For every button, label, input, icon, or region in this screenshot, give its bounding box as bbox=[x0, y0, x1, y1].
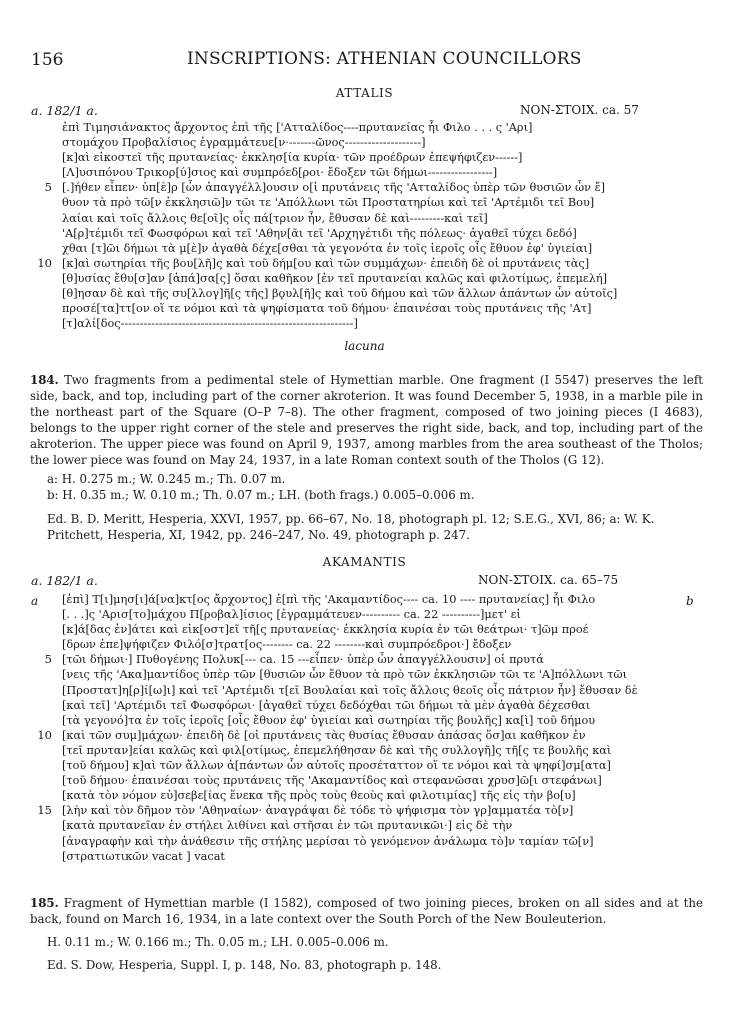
inscription-line: προσέ[τα]ττ[ον οἵ τε νόμοι καὶ τὰ ψηφίσματα τοῦ δήμου· ἐπαινέσαι τοὺς πρυτάνεις τῆς 'Ατ] bbox=[62, 302, 592, 316]
inscription-line: 10 [κ]αὶ σωτηρίαι τῆς βου[λῆ]ς καὶ τοῦ δήμ[ου καὶ τῶν συμμάχων· ἐπειδὴ δὲ οἱ πρυτάνεις τὰς] bbox=[37, 255, 590, 270]
inscription-line: [Λ]υσιπόνου Τρικορ[ύ]σιος καὶ συμπρόεδ[ροι· ἔδοξεν τῶι δήμωι-----------------] bbox=[62, 166, 498, 180]
inscription-line: 5 [τῶι δήμωι·] Πυθογένης Πολυκ[--- ca. 15 ---εἶπεν· ὑπὲρ ὧν ἀπαγγέλλουσιν] οἱ πρυτά bbox=[44, 652, 544, 667]
running-head: INSCRIPTIONS: ATHENIAN COUNCILLORS bbox=[187, 49, 582, 69]
inscription-line: [τεῖ πρυταν]είαι καλῶς καὶ φιλ[οτίμως, ἐπεμελήθησαν δὲ καὶ τῆς συλλογῆ]ς τῆ[ς τε βουλῆς καὶ bbox=[62, 743, 612, 757]
inscription-line: [στρατιωτικῶν vacat ] vacat bbox=[62, 849, 225, 863]
entry-184-description bbox=[30, 372, 703, 468]
inscription-line: [δρων ἐπε]ψήφιζεν Φιλό[σ]τρατ[ος-------- ca. 22 --------καὶ συμπρόεδροι·] ἔδοξεν bbox=[62, 638, 512, 652]
entry-185-edition: Ed. S. Dow, Hesperia, Suppl. I, p. 148, No. 83, photograph p. 148. bbox=[47, 958, 442, 972]
entry-184-measure-b: b: H. 0.35 m.; W. 0.10 m.; Th. 0.07 m.; LH. (both frags.) 0.005–0.006 m. bbox=[47, 488, 475, 502]
inscription-line: [ἀναγραφὴν καὶ τὴν ἀνάθεσιν τῆς στήλης μερίσαι τὸ γενόμενον ἀνάλωμα τὸ]ν ταμίαν τῶ[ν] bbox=[62, 834, 594, 848]
fragment-b-label: b bbox=[686, 594, 694, 608]
entry-number: 185. bbox=[30, 896, 59, 910]
akamantis-layout-note: NON-ΣΤΟΙΧ. ca. 65–75 bbox=[478, 573, 619, 587]
inscription-line: [τοῦ δήμου· ἐπαινέσαι τοὺς πρυτάνεις τῆς 'Ακαμαντίδος καὶ στεφανῶσαι χρυσ]ῶ[ι στεφάνωι] bbox=[62, 774, 602, 788]
entry-184-edition: Ed. B. D. Meritt, Hesperia, XXVI, 1957, pp. 66–67, No. 18, photograph pl. 12; S.E.G., XVI, 86; a: W. K. Pritchett, Hesperia, XI, 1942, pp. 246–247, No. 49, photograph p. 247. bbox=[47, 512, 655, 542]
inscription-line: 15 [λὴν καὶ τὸν δῆμον τὸν 'Αθηναίων· ἀναγράψαι δὲ τόδε τὸ ψήφισμα τὸν γρ]αμματέα τὸ[ν] bbox=[37, 803, 574, 818]
akamantis-inscription-text bbox=[37, 592, 662, 864]
entry-184-measure-a: a: H. 0.275 m.; W. 0.245 m.; Th. 0.07 m. bbox=[47, 472, 286, 486]
entry-185-measure: H. 0.11 m.; W. 0.166 m.; Th. 0.05 m.; LH. 0.005–0.006 m. bbox=[47, 935, 389, 949]
inscription-line: λαίαι καὶ τοῖς ἄλλοις θε[οῖ]ς οἷς πά[τριον ἦν, ἔθυσαν δὲ καὶ---------καὶ τεῖ] bbox=[62, 211, 488, 225]
attalis-inscription-text bbox=[37, 120, 662, 331]
section-heading-akamantis: AKAMANTIS bbox=[322, 555, 407, 569]
entry-number: 184. bbox=[30, 373, 59, 387]
inscription-line: [θ]υσίας ἔθυ[σ]αν [ἁπά]σα[ς] ὅσαι καθῆκον [ἐν τεῖ πρυτανείαι καλῶς καὶ φιλοτίμως, ἐπεμελή] bbox=[62, 271, 608, 285]
entry-185-description bbox=[30, 895, 703, 927]
inscription-line: [. . .]ς 'Αρισ[το]μάχου Π[ροβαλ]ίσιος [ἐγραμμάτευεν---------- ca. 22 ----------]μετ' εἰ bbox=[62, 608, 521, 622]
inscription-line: [τ]αλί[δος-------------------------------------------------------------] bbox=[62, 317, 358, 331]
inscription-line: [θ]ησαν δὲ καὶ τῆς συ[λλογ]ῆ[ς τῆς] βϙυλ[ῆ]ς καὶ τοῦ δήμου καὶ τῶν ἄλλων ἁπάντων ὧν αὐτοῖς] bbox=[62, 287, 618, 301]
attalis-layout-note: NON-ΣΤΟΙΧ. ca. 57 bbox=[520, 103, 639, 117]
inscription-line: χθαι [τ]ῶι δήμωι τὰ μ[ὲ]ν ἀγαθὰ δέχε[σθαι τὰ γεγονότα ἐν τοῖς ἱεροῖς οἷς ἔθυον ἐφ' ὑγιείαι] bbox=[62, 241, 593, 255]
inscription-line: [κατὰ πρυτανεῖαν ἐν στήλει λιθίνει καὶ στῆσαι ἐν τῶι πρυτανικῶι·] εἰς δὲ τὴν bbox=[62, 819, 513, 833]
inscription-line: [τοῦ δήμου] κ]αὶ τῶν ἄλλων ἁ[πάντων ὧν αὐτοῖς προσέταττον οἵ τε νόμοι καὶ τὰ ψηφί]σμ[ατα] bbox=[62, 759, 611, 773]
entry-description-text: Two fragments from a pedimental stele of Hymettian marble. One fragment (I 5547) preserves the left side, back, and top, including part of the corner akroterion. It was found December 5, 1938, in a marble pile in the northeast part of the Square (O–P 7–8). The other fragment, composed of two joining pieces (I 4683), belongs to the upper right corner of the stele and preserves the right side, back, and top, including part of the akroterion. The upper piece was found on April 9, 1937, among marbles from the area southeast of the Tholos; the lower piece was found on May 24, 1937, in a late Roman context south of the Tholos (G 12). bbox=[30, 373, 703, 467]
inscription-line: 10 [καὶ τῶν συμ]μάχων· ἐπειδὴ δὲ [οἱ πρυτάνεις τὰς θυσίας ἔθυσαν ἁπάσας ὅσ]αι καθῆκον ἐν bbox=[37, 727, 586, 742]
inscription-line: στομάχου Προβαλίσιος ἐγραμμάτευε[ν·-------ῶνος--------------------] bbox=[62, 136, 426, 150]
section-heading-attalis: ATTALIS bbox=[335, 86, 394, 100]
fragment-a-label: a bbox=[31, 594, 39, 608]
inscription-line: [κ]ά[δας ἐν]άτει καὶ εἰκ[οστ]εῖ τῆ[ς πρυτανείας· ἐκκλησία κυρία ἐν τῶι θεάτρωι· τ]ῶμ προέ bbox=[62, 623, 589, 637]
inscription-line: ἐπὶ Τιμησιάνακτος ἄρχοντος ἐπὶ τῆς ['Ατταλίδος----πρυτανείας ἧι Φιλο . . . ς 'Αρι] bbox=[62, 121, 533, 134]
inscription-line: 'Α[ρ]τέμιδι τεῖ Φωσφόρωι καὶ τεῖ 'Αθην[ᾶι τεῖ 'Αρχηγέτιδι τῆς πόλεως· ἀγαθεῖ τύχει δεδό] bbox=[62, 226, 577, 240]
lacuna-label: lacuna bbox=[344, 339, 385, 353]
akamantis-date: a. 182/1 a. bbox=[31, 573, 98, 588]
page-number: 156 bbox=[31, 50, 64, 70]
entry-description-text: Fragment of Hymettian marble (I 1582), composed of two joining pieces, broken on all sides and at the back, found on March 16, 1934, in a late context over the South Porch of the New Bouleuterion. bbox=[30, 896, 704, 926]
inscription-line: [κ]αὶ εἰκοστεῖ τῆς πρυτανείας· ἐκκλησ[ία κυρία· τῶν προέδρων ἐπεψήφιζεν------] bbox=[62, 151, 523, 165]
inscription-line: 5 [.]ήθεν εἶπεν· ὑπ[ὲ]ρ [ὧν ἀπαγγέλλ]ουσιν ο[ἱ πρυτάνεις τῆς 'Ατταλίδος ὑπὲρ τῶν θυσιῶν ὧν ἔ] bbox=[44, 180, 606, 195]
inscription-line: [καὶ τεῖ] 'Αρτέμιδι τεῖ Φωσφόρωι· [ἀγαθεῖ τύχει δεδόχθαι τῶι δήμωι τὰ μὲν ἀγαθὰ δέχεσθαι bbox=[62, 698, 591, 712]
inscription-line: θυον τὰ πρὸ τῶ[ν ἐκκλησιῶ]ν τῶι τε 'Απόλλωνι τῶι Προστατηρίωι καὶ τεῖ 'Αρτέμιδι τεῖ Βου] bbox=[62, 196, 595, 210]
inscription-line: [νεις τῆς 'Ακα]μαντίδος ὑπὲρ τῶν [θυσιῶν ὧν ἔθυον τὰ πρὸ τῶν ἐκκλησιῶν τῶι τε 'Α]πόλλωνι τῶι bbox=[62, 668, 628, 682]
inscription-line: [Προστατ]η[ρ]ί[ω]ι] καὶ τεῖ 'Αρτέμιδι τ[εῖ Βουλαίαι καὶ τοῖς ἄλλοις θεοῖς οἷς πάτριον ἦν] ἔθυσαν δὲ bbox=[62, 683, 638, 697]
attalis-date: a. 182/1 a. bbox=[31, 103, 98, 118]
inscription-line: [ἐπὶ] Τ[ι]μησ[ι]ά[να]κτ[ος ἄρχοντος] ἐ[πὶ τῆς 'Ακαμαντίδος---- ca. 10 ---- πρυτανείας] ἧι Φιλο bbox=[62, 593, 596, 606]
inscription-line: [κατὰ τὸν νόμον εὐ]σεβε[ίας ἕνεκα τῆς πρὸς τοὺς θεοὺς καὶ φιλοτιμίας] τῆς εἰς τὴν βο[υ] bbox=[62, 789, 576, 803]
inscription-line: [τὰ γεγονό]τα ἐν τοῖς ἱεροῖς [οἷς ἔθυον ἐφ' ὑγιείαι καὶ σωτηρίαι τῆς βουλῆς] κα[ὶ] τοῦ δήμου bbox=[62, 713, 596, 727]
